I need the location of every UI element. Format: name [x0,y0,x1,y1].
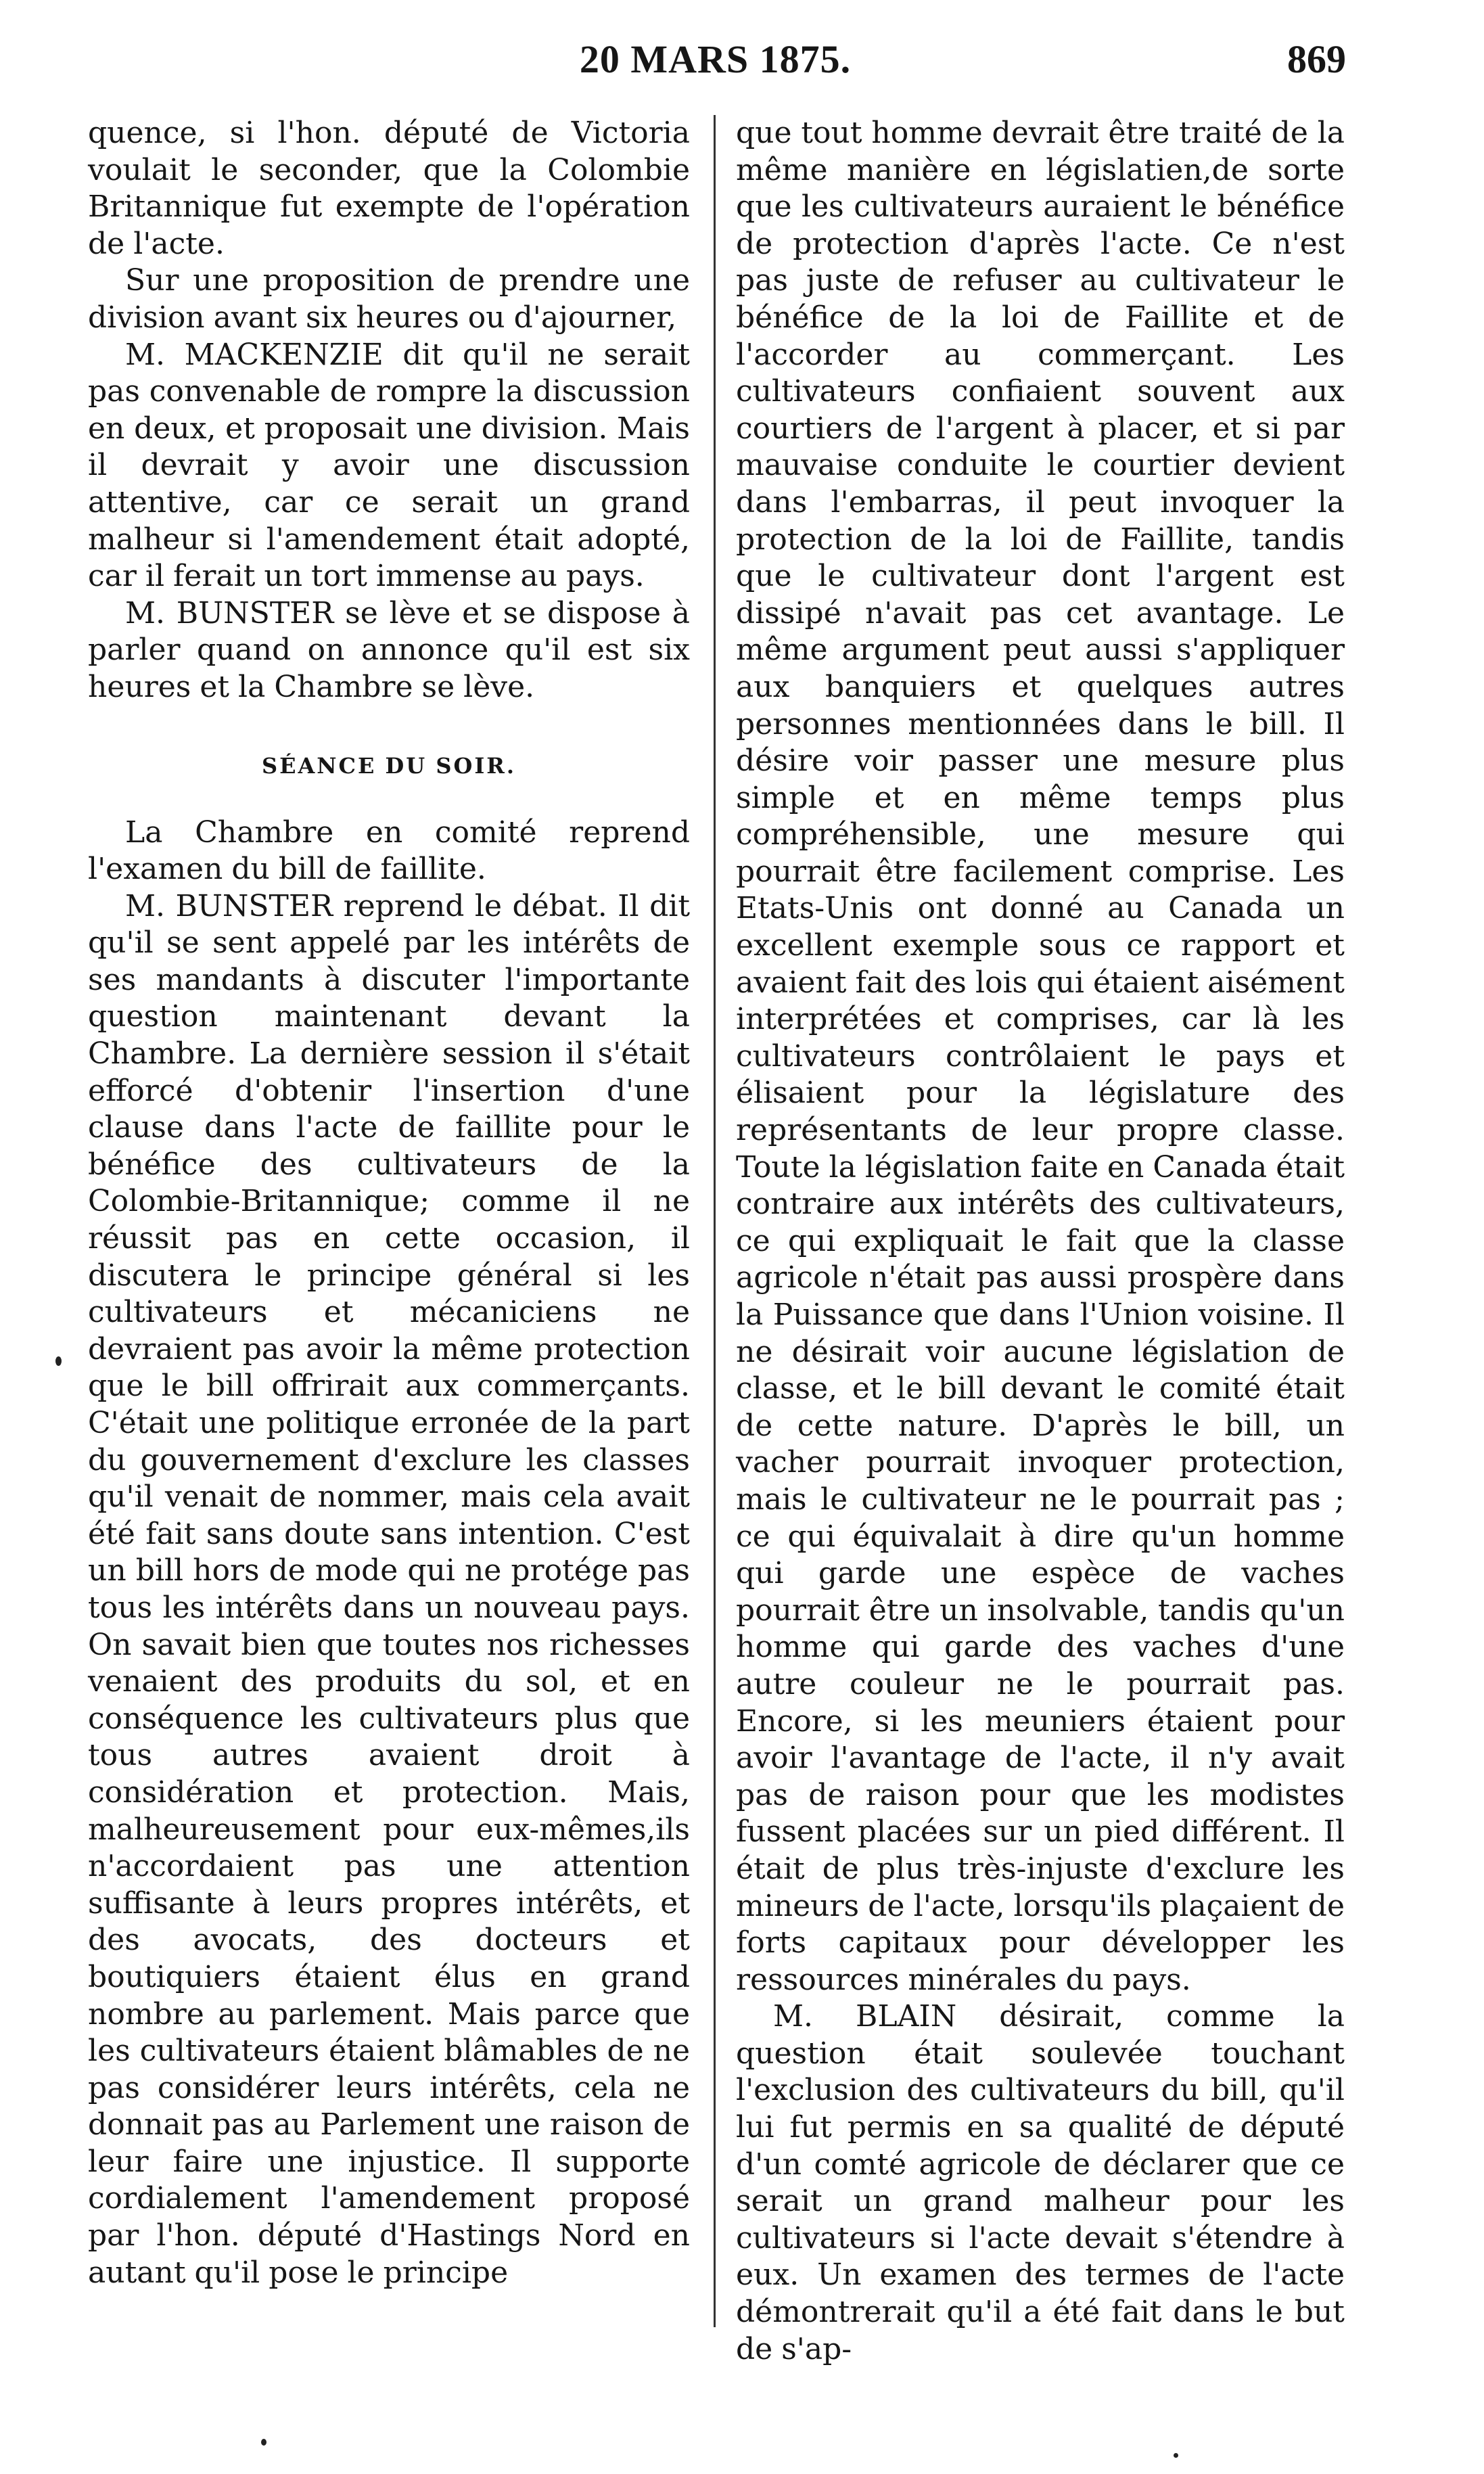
page-header [85,32,1346,87]
ink-speck [1174,2453,1178,2458]
header-date: 20 MARS 1875. [579,37,852,81]
paragraph: M. BUNSTER se lève et se dispose à parler quand on annonce qu'il est six heures et la Chambre se lève. [88,595,690,704]
paragraph: M. BLAIN désirait, comme la question était soulevée touchant l'exclusion des cultivateurs du bill, qu'il lui fut permis en sa qualité de député d'un comté agricole de déclarer que ce serait un grand malheur pour les cultivateurs si l'acte devait s'étendre à eux. Un examen des termes de l'acte démontrerait qu'il a été fait dans le but de s'ap- [736,1999,1345,2366]
column-divider [714,115,716,2327]
right-column [736,115,1345,2368]
paragraph: Sur une proposition de prendre une division avant six heures ou d'ajourner, [88,263,690,335]
ink-speck [55,1356,62,1366]
paragraph: que tout homme devrait être traité de la même manière en législatien,de sorte que les cultivateurs auraient le bénéfice de protection d'après l'acte. Ce n'est pas juste de refuser au cultivateur le bénéfice de la loi de Faillite et de l'accorder au commerçant. Les cultivateurs confiaient souvent aux courtiers de l'argent à placer, et si par mauvaise conduite le courtier devient dans l'embarras, il peut invoquer la protection de la loi de Faillite, tandis que le cultivateur dont l'argent est dissipé n'avait pas cet avantage. Le même argument peut aussi s'appliquer aux banquiers et quelques autres personnes mentionnées dans le bill. Il désire voir passer une mesure plus simple et en même temps plus compréhensible, une mesure qui pourrait être facilement comprise. Les Etats-Unis ont donné au Canada un excellent exemple sous ce rapport et avaient fait des lois qui étaient aisément interprétées et comprises, car là les cultivateurs contrôlaient le pays et élisaient pour la législature des représentants de leur propre classe. Toute la législation faite en Canada était contraire aux intérêts des cultivateurs, ce qui expliquait le fait que la classe agricole n'était pas aussi prospère dans la Puissance que dans l'Union voisine. Il ne désirait voir aucune législation de classe, et le bill devant le comité était de cette nature. D'après le bill, un vacher pourrait invoquer protection, mais le cultivateur ne le pourrait pas ; ce qui équivalait à dire qu'un homme qui garde une espèce de vaches pourrait être un insolvable, tandis qu'un homme qui garde des vaches d'une autre couleur ne le pourrait pas. Encore, si les meuniers étaient pour avoir l'avantage de l'acte, il n'y avait pas de raison pour que les modistes fussent placées sur un pied différent. Il était de plus très-injuste d'exclure les mineurs de l'acte, lorsqu'ils plaçaient de forts capitaux pour développer les ressources minérales du pays. [736,116,1345,1997]
paragraph: M. BUNSTER reprend le débat. Il dit qu'il se sent appelé par les intérêts de ses mandants à discuter l'importante question maintenant devant la Chambre. La dernière session il s'était efforcé d'obtenir l'insertion d'une clause dans l'acte de faillite pour le bénéfice des cultivateurs de la Colombie-Britannique; comme il ne réussit pas en cette occasion, il discutera le principe général si les cultivateurs et mécaniciens ne devraient pas avoir la même protection que le bill offrirait aux commerçants. C'était une politique erronée de la part du gouvernement d'exclure les classes qu'il venait de nommer, mais cela avait été fait sans doute sans intention. C'est un bill hors de mode qui ne protége pas tous les intérêts dans un nouveau pays. On savait bien que toutes nos richesses venaient des produits du sol, et en conséquence les cultivateurs plus que tous autres avaient droit à considération et protection. Mais, malheureusement pour eux-mêmes,ils n'accordaient pas une attention suffisante à leurs propres intérêts, et des avocats, des docteurs et boutiquiers étaient élus en grand nombre au parlement. Mais parce que les cultivateurs étaient blâmables de ne pas considérer leurs intérêts, cela ne donnait pas au Parlement une raison de leur faire une injustice. Il supporte cordialement l'amendement proposé par l'hon. député d'Hastings Nord en autant qu'il pose le principe [88,888,690,2290]
page-number: 869 [1287,37,1346,81]
paragraph: La Chambre en comité reprend l'examen du bill de faillite. [88,815,690,887]
ink-speck [261,2439,266,2446]
left-column [88,115,690,2291]
section-heading: SÉANCE DU SOIR. [261,752,517,779]
paragraph: M. MACKENZIE dit qu'il ne serait pas convenable de rompre la discussion en deux, et proposait une division. Mais il devrait y avoir une discussion attentive, car ce serait un grand malheur si l'amendement était adopté, car il ferait un tort immense au pays. [88,337,690,594]
paragraph: quence, si l'hon. député de Victoria voulait le seconder, que la Colombie Britannique fut exempte de l'opération de l'acte. [88,116,690,261]
